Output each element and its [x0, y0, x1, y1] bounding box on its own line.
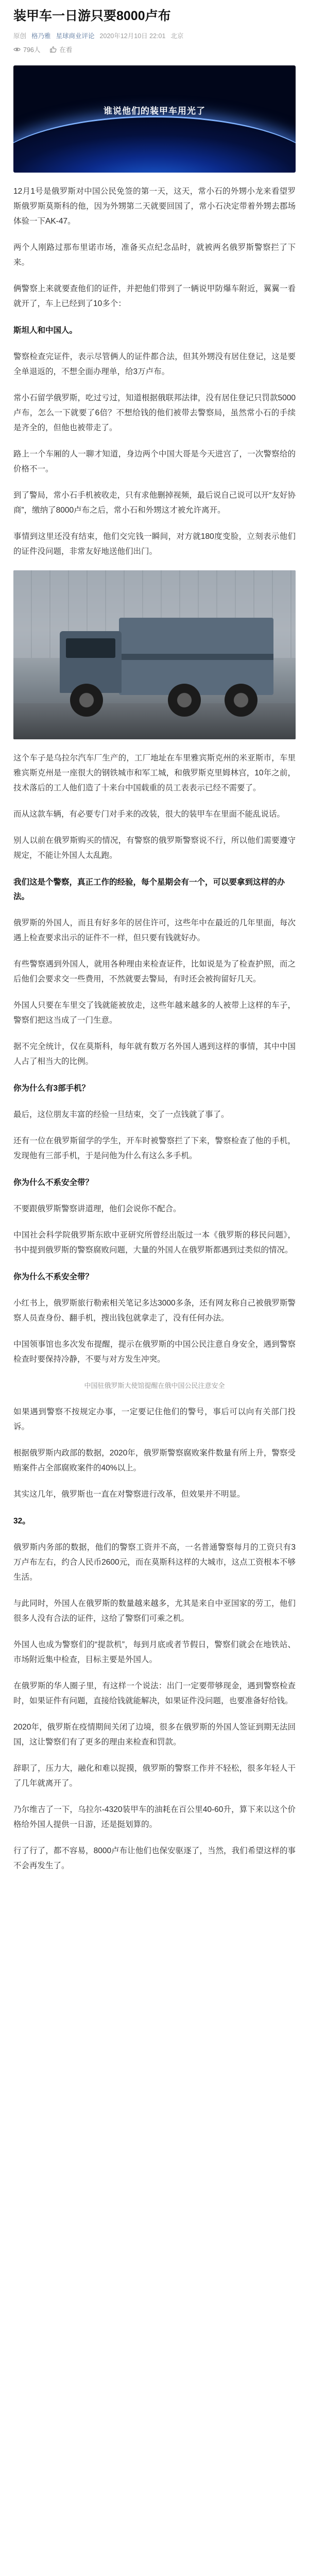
truck-wheel	[168, 684, 201, 717]
body-paragraph: 别人以前在俄罗斯购买的情况，有警察的俄罗斯警察说不行，所以他们需要遵守规定，不能让外国人太乱跑。	[13, 836, 296, 860]
body-paragraph: 据不完全统计，仅在莫斯科，每年就有数万名外国人遇到这样的事情，其中中国人占了相当大的比例。	[13, 1042, 296, 1066]
like-label: 在看	[59, 46, 73, 54]
section-subhead: 我们这是个警察，真正工作的经验，每个星期会有一个，可以要拿到这样的办法。	[13, 878, 285, 901]
section-subhead: 你为什么不系安全带？	[13, 1178, 94, 1187]
body-paragraph: 最后，这位朋友丰富的经验一旦结束，交了一点钱就了事了。	[13, 1110, 229, 1119]
body-paragraph: 有些警察遇到外国人，就用各种理由来检查证件，比如说是为了检查护照，而之后他们会要求交一些费用，不然就要去警局，有时还会被拘留好几天。	[13, 960, 296, 984]
publish-location: 北京	[170, 32, 184, 40]
body-paragraph: 其实这几年，俄罗斯也一直在对警察进行改革，但效果并不明显。	[13, 1490, 245, 1499]
hero-banner	[13, 65, 296, 173]
body-paragraph: 到了警局，常小石手机被收走，只有求他删掉视频，最后说自己说可以开“友好协商”，缴纳了8000卢布之后，常小石和外甥这才被允许离开。	[13, 491, 296, 515]
image-note: 中国驻俄罗斯大使馆提醒在俄中国公民注意安全	[84, 1382, 225, 1389]
body-paragraph: 常小石留学俄罗斯，吃过亏过，知道根据俄联邦法律，没有居住登记只罚款5000卢布，怎么一下就要了6倍？不想给钱的他们被带去警察局，虽然常小石的手续是齐全的，但他也被带走了。	[13, 394, 296, 432]
article-meta	[13, 31, 296, 40]
section-subhead: 你为什么有3部手机？	[13, 1084, 90, 1093]
body-paragraph: 俩警察上来就要查他们的证件，并把他们带到了一辆说甲防爆车附近，翼翼一看就开了，车上已经到了10多个：	[13, 284, 296, 308]
body-paragraph: 2020年，俄罗斯在疫情期间关闭了边境，很多在俄罗斯的外国人签证到期无法回国，这让警察们有了更多的理由来检查和罚款。	[13, 1723, 296, 1747]
body-paragraph: 辞职了，压力大，融化和难以捉摸，俄罗斯的警察工作并不轻松，很多年轻人干了几年就离开了。	[13, 1764, 296, 1788]
hero-caption: 谁说他们的装甲车用光了	[104, 106, 205, 116]
body-paragraph: 事情到这里还没有结束，他们交完钱一瞬间，对方就180度变脸，立刻表示他们的证件没问题，非常友好地送他们出门。	[13, 532, 296, 556]
body-paragraph: 还有一位在俄罗斯留学的学生，开车时被警察拦了下来，警察检查了他的手机，发现他有三部手机，于是问他为什么有这么多手机。	[13, 1137, 296, 1160]
body-paragraph: 俄罗斯的外国人，而且有好多年的居住许可，这些年中在最近的几年里面，每次遇上检查要求出示的证件不一样，但只要有钱就好办。	[13, 919, 296, 942]
body-paragraph: 中国领事馆也多次发布提醒，提示在俄罗斯的中国公民注意自身安全，遇到警察检查时要保持冷静，不要与对方发生冲突。	[13, 1340, 296, 1364]
body-paragraph: 行了行了，都不容易，8000卢布让他们也保安驱逐了，当然，我们希望这样的事不会再发生了。	[13, 1846, 296, 1870]
like-button[interactable]	[49, 45, 72, 54]
body-paragraph: 不要跟俄罗斯警察讲道理，他们会说你不配合。	[13, 1205, 181, 1213]
truck-stripe	[119, 654, 273, 660]
body-paragraph: 警察检查完证件，表示尽管俩人的证件都合法，但其外甥没有居住登记，这是要全单退返的，不想全面办理单，给3万卢布。	[13, 352, 296, 376]
article-body	[13, 184, 296, 1873]
truck-body	[119, 618, 273, 695]
truck-wheel	[70, 684, 103, 717]
body-paragraph: 俄罗斯内务部的数据，他们的警察工资并不高，一名普通警察每月的工资只有3万卢布左右，约合人民币2600元，而在莫斯科这样的大城市，这点工资根本不够生活。	[13, 1543, 296, 1582]
body-paragraph: 乃尔维吉了一下，乌拉尔-4320装甲车的油耗在百公里40-60升，算下来以这个价格给外国人提供一日游，还是挺划算的。	[13, 1805, 296, 1829]
body-paragraph: 两个人刚路过那布里诺市场，准备买点纪念品时，就被两名俄罗斯警察拦了下来。	[13, 243, 296, 267]
armored-truck-photo	[13, 570, 296, 739]
section-subhead: 斯坦人和中国人。	[13, 326, 78, 335]
article-stats	[13, 45, 296, 54]
truck-cab	[60, 631, 122, 693]
reads-count	[13, 45, 40, 54]
body-paragraph: 在俄罗斯的华人圈子里，有这样一个说法：出门一定要带够现金，遇到警察检查时，如果证件有问题，直接给钱就能解决，如果证件没问题，也要准备好给钱。	[13, 1682, 296, 1705]
body-paragraph: 与此同时，外国人在俄罗斯的数量越来越多，尤其是来自中亚国家的劳工，他们很多人没有合法的证件，这给了警察们可乘之机。	[13, 1599, 296, 1623]
truck-window	[66, 638, 115, 658]
body-paragraph: 而从这款车辆，有必要专门对手来的改装，很大的装甲车在里面不能乱说话。	[13, 810, 285, 819]
body-paragraph: 如果遇到警察不按规定办事，一定要记住他们的警号，事后可以向有关部门投诉。	[13, 1408, 296, 1431]
body-paragraph: 中国社会科学院俄罗斯东欧中亚研究所曾经出版过一本《俄罗斯的移民问题》，书中提到俄罗斯的警察腐败问题，大量的外国人在俄罗斯都遇到过类似的情况。	[13, 1231, 296, 1255]
body-paragraph: 外国人也成为警察们的“提款机”，每到月底或者节假日，警察们就会在地铁站、市场附近集中检查，目标主要是外国人。	[13, 1640, 296, 1664]
article-end	[13, 1873, 296, 1894]
article-title: 装甲车一日游只要8000卢布	[13, 9, 171, 23]
planet-glow	[13, 116, 296, 173]
section-subhead: 你为什么不系安全带？	[13, 1273, 94, 1281]
original-tag: 原创	[13, 32, 27, 40]
section-subhead: 32。	[13, 1517, 30, 1526]
body-paragraph: 12月1号是俄罗斯对中国公民免签的第一天，这天，常小石的外甥小龙来看望罗斯俄罗斯莫斯科的他，因为外甥第二天就要回国了，常小石决定带着外甥去郡场体验一下AK-47。	[13, 187, 296, 226]
publisher-link[interactable]: 星球商业评论	[56, 32, 95, 40]
publish-datetime: 2020年12月10日 22:01	[99, 32, 166, 40]
truck-wheel	[225, 684, 258, 717]
body-paragraph: 这个车子是乌拉尔汽车厂生产的，工厂地址在车里雅宾斯克州的米亚斯市，车里雅宾斯克州是一座很大的钢铁城市和军工城，和俄罗斯克里姆林宫，10年之前，技术落后的工人他们造了十来台中国载重的员工表表示已经不需要了。	[13, 754, 296, 792]
body-paragraph: 根据俄罗斯内政部的数据，2020年，俄罗斯警察腐败案件数量有所上升，警察受贿案件占全部腐败案件的40%以上。	[13, 1449, 296, 1472]
body-paragraph: 小红书上，俄罗斯旅行勒索相关笔记多达3000多条，还有网友称自己被俄罗斯警察人员查身份、翻手机，搜出钱包就拿走了，没有任何办法。	[13, 1299, 296, 1323]
body-paragraph: 外国人只要在车里交了钱就能被放走，这些年越来越多的人被带上这样的车子，警察们把这当成了一门生意。	[13, 1001, 296, 1025]
eye-icon	[13, 46, 21, 53]
author-link[interactable]: 格乃雅	[31, 32, 51, 40]
thumb-icon	[49, 46, 57, 53]
reads-value: 796人	[23, 46, 41, 54]
body-paragraph: 路上一个车厢的人一聊才知道，身边两个中国大哥是今天进宫了，一次警察给的价格不一。	[13, 450, 296, 473]
